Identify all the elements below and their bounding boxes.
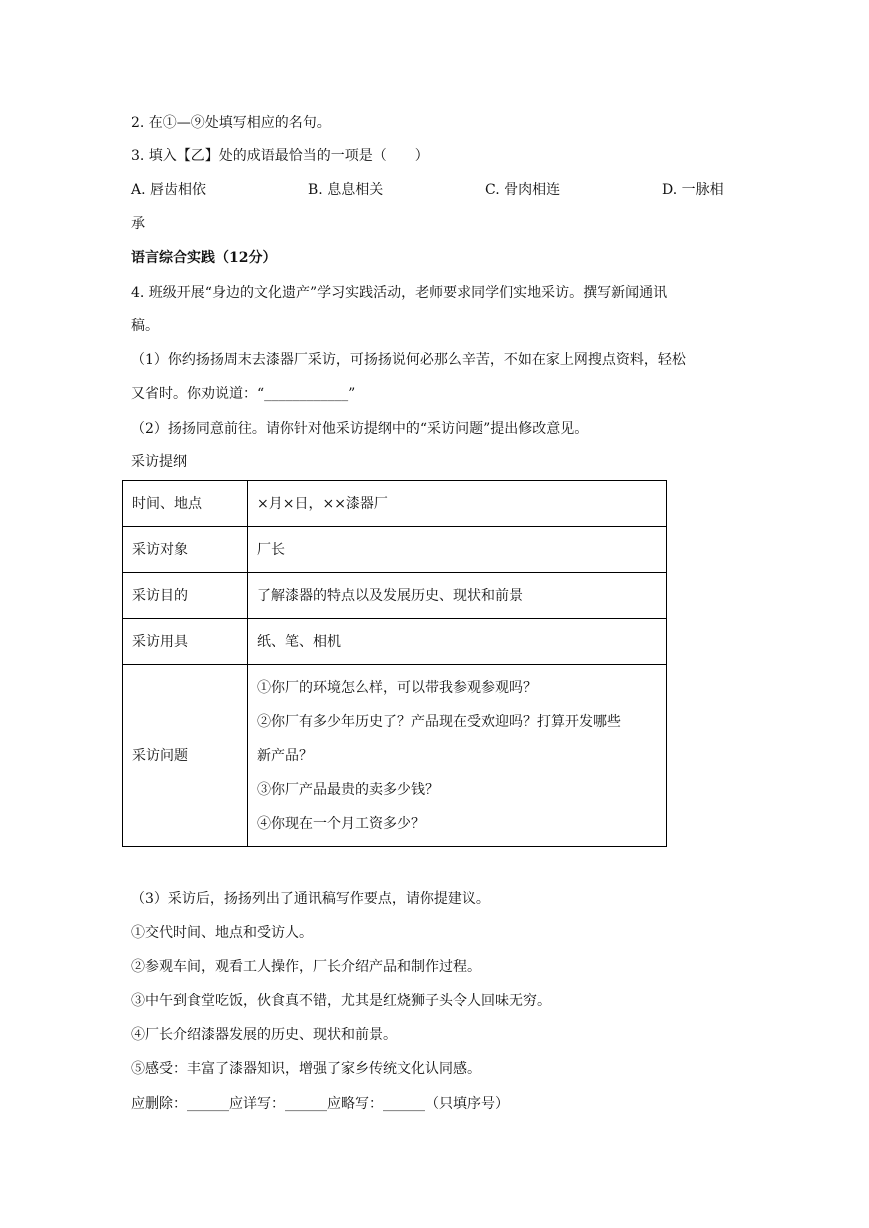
part-3-point: ③中午到食堂吃饭，伙食真不错，尤其是红烧狮子头令人回味无穷。 <box>131 993 551 1009</box>
part-3-point: ⑤感受：丰富了漆器知识，增强了家乡传统文化认同感。 <box>131 1061 481 1077</box>
table-key-cell: 采访目的 <box>123 573 248 619</box>
table-key-cell: 采访对象 <box>123 527 248 573</box>
part-3-point: ①交代时间、地点和受访人。 <box>131 925 313 941</box>
table-row <box>123 573 667 619</box>
interview-question: ②你厂有多少年历史了？产品现在受欢迎吗？打算开发哪些 <box>257 713 621 730</box>
interview-questions-cell <box>248 665 667 847</box>
question-3: 3. 填入【乙】处的成语最恰当的一项是（ ） <box>131 148 429 164</box>
interview-question: ①你厂的环境怎么样，可以带我参观参观吗？ <box>257 679 537 696</box>
table-value-cell: 厂长 <box>248 527 667 573</box>
option-d: D. 一脉相 <box>662 182 724 198</box>
table-value-cell: 纸、笔、相机 <box>248 619 667 665</box>
table-key-cell: 采访用具 <box>123 619 248 665</box>
table-key-cell: 时间、地点 <box>123 481 248 527</box>
option-d-wrap: 承 <box>131 216 145 232</box>
part-1-line-1: （1）你约扬扬周末去漆器厂采访，可扬扬说何必那么辛苦，不如在家上网搜点资料，轻松 <box>131 352 686 368</box>
table-row <box>123 527 667 573</box>
part-3-intro: （3）采访后，扬扬列出了通讯稿写作要点，请你提建议。 <box>131 891 490 907</box>
question-2: 2. 在①—⑨处填写相应的名句。 <box>131 115 331 131</box>
interview-question: ③你厂产品最贵的卖多少钱？ <box>257 781 439 798</box>
table-row <box>123 481 667 527</box>
question-4-line-1: 4. 班级开展“身边的文化遗产”学习实践活动，老师要求同学们实地采访。撰写新闻通讯 <box>131 285 668 301</box>
question-4-line-2: 稿。 <box>131 318 159 334</box>
interview-question: ④你现在一个月工资多少？ <box>257 815 425 832</box>
option-a: A. 唇齿相依 <box>131 182 207 198</box>
table-value-cell: ×月×日，××漆器厂 <box>248 481 667 527</box>
section-heading: 语言综合实践（12分） <box>131 250 277 266</box>
interview-question: 新产品？ <box>257 747 313 764</box>
table-key-cell: 采访问题 <box>123 665 248 847</box>
interview-outline-table <box>122 480 667 847</box>
option-c: C. 骨肉相连 <box>485 182 561 198</box>
outline-title: 采访提纲 <box>131 454 187 470</box>
option-b: B. 息息相关 <box>308 182 384 198</box>
part-3-point: ④厂长介绍漆器发展的历史、现状和前景。 <box>131 1027 397 1043</box>
table-row <box>123 619 667 665</box>
part-2: （2）扬扬同意前往。请你针对他采访提纲中的“采访问题”提出修改意见。 <box>131 421 589 437</box>
part-1-line-2: 又省时。你劝说道：“____________” <box>131 386 356 402</box>
part-3-point: ②参观车间，观看工人操作，厂长介绍产品和制作过程。 <box>131 959 481 975</box>
table-value-cell: 了解漆器的特点以及发展历史、现状和前景 <box>248 573 667 619</box>
table-row-questions <box>123 665 667 847</box>
answer-line: 应删除：______应详写：______应略写：______（只填序号） <box>131 1096 509 1112</box>
